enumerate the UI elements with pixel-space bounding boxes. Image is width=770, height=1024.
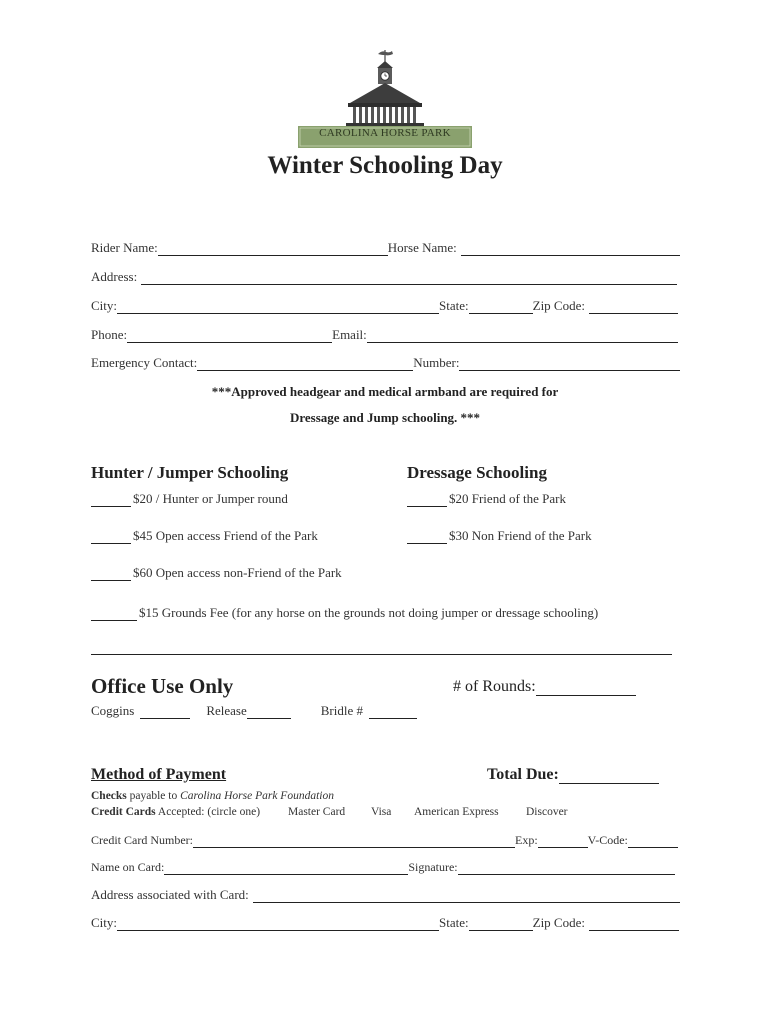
- city-row: [91, 296, 678, 314]
- checks-payee: Carolina Horse Park Foundation: [180, 790, 334, 802]
- card-zip-label: Zip Code:: [532, 915, 585, 930]
- exp-field[interactable]: [538, 835, 588, 848]
- hunter-option-3[interactable]: [91, 565, 342, 581]
- vcode-label: V-Code:: [587, 833, 628, 847]
- city-field[interactable]: [117, 300, 439, 314]
- dressage-option-2-blank[interactable]: [407, 531, 447, 544]
- rounds-row: [453, 678, 636, 696]
- release-field[interactable]: [247, 705, 291, 719]
- state-field[interactable]: [469, 300, 533, 314]
- city-label: City:: [91, 298, 118, 313]
- card-city-row: [91, 913, 679, 931]
- name-on-card-label: Name on Card:: [91, 860, 165, 874]
- card-address-label: Address associated with Card:: [91, 887, 249, 902]
- hunter-option-1-label: $20 / Hunter or Jumper round: [133, 491, 288, 506]
- grounds-fee-option[interactable]: [91, 605, 598, 621]
- zip-field[interactable]: [589, 300, 678, 314]
- cards-text: Accepted: (circle one): [157, 806, 261, 818]
- rider-horse-row: [91, 238, 680, 256]
- horse-name-field[interactable]: [461, 242, 680, 256]
- office-checks-row: [91, 703, 417, 719]
- exp-label: Exp:: [514, 833, 538, 847]
- logo: [298, 48, 472, 150]
- address-field[interactable]: [141, 271, 677, 285]
- rider-name-field[interactable]: [158, 242, 388, 256]
- hunter-option-2[interactable]: [91, 528, 318, 544]
- release-label: Release: [206, 703, 247, 718]
- notice-line-1: ***Approved headgear and medical armband are required for: [211, 384, 559, 399]
- card-type-visa[interactable]: Visa: [371, 806, 392, 818]
- page-title: Winter Schooling Day: [267, 152, 503, 179]
- logo-text: CAROLINA HORSE PARK: [319, 127, 451, 139]
- total-due-row: [487, 766, 659, 784]
- card-state-field[interactable]: [469, 917, 533, 931]
- checks-bold: Checks: [91, 790, 127, 802]
- phone-field[interactable]: [127, 329, 332, 343]
- emergency-field[interactable]: [197, 357, 413, 371]
- card-state-label: State:: [439, 915, 469, 930]
- hunter-option-2-blank[interactable]: [91, 531, 131, 544]
- bridle-label: Bridle #: [320, 703, 364, 718]
- cc-number-field[interactable]: [193, 835, 515, 848]
- coggins-field[interactable]: [140, 705, 190, 719]
- dressage-option-2[interactable]: [407, 528, 592, 544]
- payment-heading: Method of Payment: [91, 766, 227, 783]
- dressage-option-1-label: $20 Friend of the Park: [449, 491, 566, 506]
- coggins-label: Coggins: [91, 703, 135, 718]
- section-divider: [91, 654, 672, 655]
- address-row: [91, 267, 677, 285]
- cards-line: [91, 806, 260, 818]
- phone-label: Phone:: [91, 327, 128, 342]
- card-zip-field[interactable]: [589, 917, 679, 931]
- cc-number-label: Credit Card Number:: [91, 833, 193, 847]
- total-due-field[interactable]: [559, 767, 659, 784]
- card-type-discover[interactable]: Discover: [526, 806, 568, 818]
- vcode-field[interactable]: [628, 835, 678, 848]
- horse-name-label: Horse Name:: [387, 240, 457, 255]
- dressage-option-2-label: $30 Non Friend of the Park: [449, 528, 592, 543]
- name-on-card-field[interactable]: [164, 862, 408, 875]
- hunter-heading: Hunter / Jumper Schooling: [91, 463, 289, 482]
- card-type-amex[interactable]: American Express: [414, 806, 499, 818]
- dressage-option-1-blank[interactable]: [407, 494, 447, 507]
- checks-line: [91, 790, 334, 802]
- hunter-option-2-label: $45 Open access Friend of the Park: [133, 528, 318, 543]
- card-type-master[interactable]: Master Card: [288, 806, 346, 818]
- hunter-option-1[interactable]: [91, 491, 288, 507]
- bridle-field[interactable]: [369, 705, 417, 719]
- dressage-option-1[interactable]: [407, 491, 566, 507]
- email-label: Email:: [332, 327, 367, 342]
- grounds-fee-label: $15 Grounds Fee (for any horse on the grounds not doing jumper or dressage schooling): [139, 605, 599, 620]
- emergency-label: Emergency Contact:: [91, 355, 198, 370]
- rounds-label: # of Rounds:: [453, 678, 536, 695]
- email-field[interactable]: [367, 329, 678, 343]
- state-label: State:: [439, 298, 469, 313]
- card-city-field[interactable]: [117, 917, 439, 931]
- hunter-option-1-blank[interactable]: [91, 494, 131, 507]
- notice-line-2: Dressage and Jump schooling. ***: [289, 410, 481, 425]
- emergency-row: [91, 353, 680, 371]
- cards-bold: Credit Cards: [91, 806, 156, 818]
- grounds-fee-blank[interactable]: [91, 608, 137, 621]
- number-field[interactable]: [459, 357, 680, 371]
- total-due-label: Total Due:: [487, 766, 559, 783]
- dressage-heading: Dressage Schooling: [407, 463, 547, 482]
- rounds-field[interactable]: [536, 679, 636, 696]
- name-signature-row: [91, 857, 675, 875]
- card-address-field[interactable]: [253, 889, 680, 903]
- cc-number-row: [91, 830, 678, 848]
- rider-name-label: Rider Name:: [91, 240, 158, 255]
- signature-field[interactable]: [458, 862, 675, 875]
- zip-label: Zip Code:: [532, 298, 585, 313]
- card-city-label: City:: [91, 915, 118, 930]
- address-label: Address:: [91, 269, 138, 284]
- hunter-option-3-label: $60 Open access non-Friend of the Park: [133, 565, 342, 580]
- signature-label: Signature:: [408, 860, 458, 874]
- card-address-row: [91, 885, 680, 903]
- checks-text: payable to: [129, 790, 178, 802]
- hunter-option-3-blank[interactable]: [91, 568, 131, 581]
- number-label: Number:: [413, 355, 460, 370]
- office-heading: Office Use Only: [91, 674, 234, 698]
- phone-row: [91, 325, 678, 343]
